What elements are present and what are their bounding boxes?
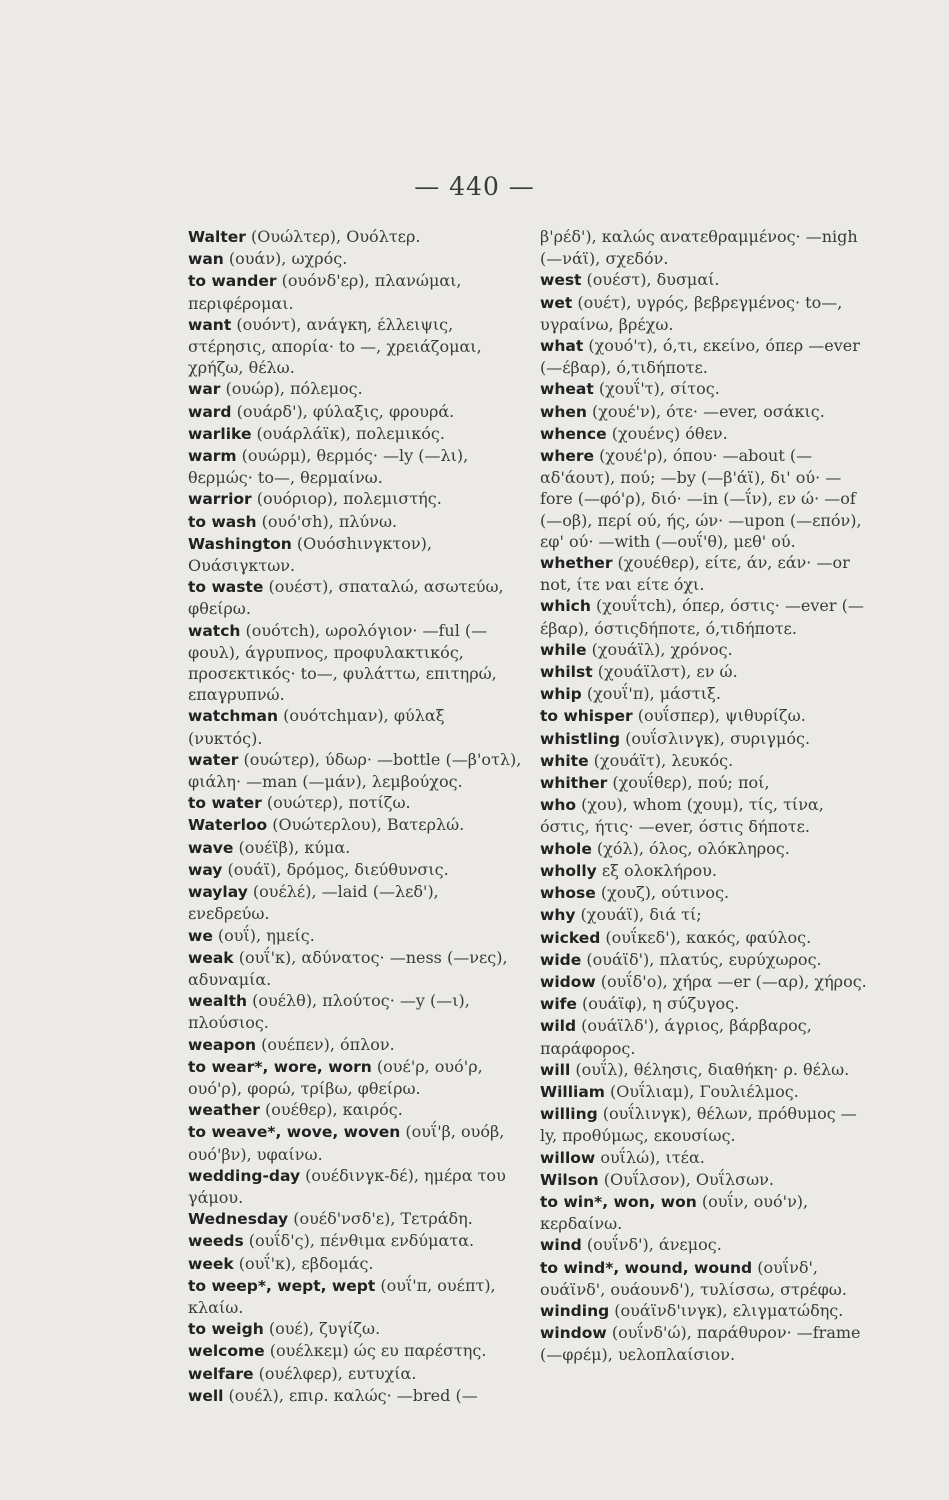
- dictionary-entry: [540, 750, 870, 772]
- entry-definition: (ουΐσλινγκ), συριγμός.: [620, 728, 811, 748]
- entry-definition: (χουάϊλστ), εν ώ.: [592, 662, 738, 682]
- entry-definition: (ουέ), ζυγίζω.: [263, 1319, 381, 1339]
- entry-definition: (ουέλθ), πλούτος· —y (—ι), πλούσιος.: [188, 991, 470, 1033]
- entry-headword: wife: [540, 995, 577, 1014]
- entry-headword: white: [540, 751, 589, 770]
- dictionary-entry: [188, 1275, 523, 1318]
- dictionary-entry: [188, 445, 523, 488]
- dictionary-entry: [540, 1147, 870, 1169]
- dictionary-entry: [540, 1322, 870, 1365]
- entry-definition: (χου), whom (χουμ), τίς, τίνα, όστις, ήτις· —ever, όστις δήποτε.: [540, 795, 824, 837]
- entry-definition: (χουένς) όθεν.: [606, 423, 728, 443]
- left-column: [188, 226, 523, 1407]
- entry-definition: (χουζ), ούτινος.: [595, 883, 730, 903]
- dictionary-entry: [540, 971, 870, 993]
- entry-headword: to wear*, wore, worn: [188, 1057, 372, 1076]
- entry-headword: wild: [540, 1017, 577, 1036]
- entry-headword: warm: [188, 447, 237, 466]
- dictionary-entry: [540, 378, 870, 400]
- dictionary-entry: [188, 1034, 523, 1056]
- dictionary-entry: [188, 705, 523, 748]
- entry-definition: (ουέλφερ), ευτυχία.: [253, 1363, 417, 1383]
- entry-definition: (Ουώλτερ), Ουόλτερ.: [245, 227, 421, 246]
- entry-headword: waylay: [188, 883, 248, 902]
- entry-headword: wholly: [540, 861, 597, 880]
- dictionary-entry: [188, 401, 523, 423]
- dictionary-entry: [188, 881, 523, 924]
- entry-headword: whistling: [540, 729, 621, 748]
- entry-definition: (ουότch), ωρολόγιον· —ful (—φουλ), άγρυπνος, προφυλακτικός, προσεκτικός· to—, φυλάττω, επιτηρώ, επαγρυπνώ.: [188, 620, 497, 705]
- entry-headword: whose: [540, 884, 596, 903]
- entry-definition: (ουάρδ'), φύλαξις, φρουρά.: [231, 401, 455, 421]
- entry-definition: (χουό'τ), ό,τι, εκείνο, όπερ —ever (—έβαρ), ό,τιδήποτε.: [540, 336, 860, 378]
- dictionary-entry: [188, 1208, 523, 1230]
- entry-headword: wan: [188, 250, 224, 269]
- entry-definition: (ουέτ), υγρός, βεβρεγμένος· to—, υγραίνω, βρέχω.: [540, 292, 843, 334]
- dictionary-entry: [540, 949, 870, 971]
- dictionary-entry: [540, 927, 870, 949]
- dictionary-entry: [540, 1234, 870, 1256]
- entry-headword: weapon: [188, 1035, 257, 1054]
- dictionary-entry: [540, 445, 870, 552]
- entry-headword: week: [188, 1254, 234, 1273]
- entry-headword: Waterloo: [188, 816, 268, 835]
- dictionary-entry: [188, 990, 523, 1033]
- entry-definition: (ουέλέ), —laid (—λεδ'), ενεδρεύω.: [188, 882, 439, 924]
- dictionary-entry: [540, 552, 870, 595]
- entry-definition: (ουΐν, ουό'ν), κερδαίνω.: [540, 1191, 809, 1234]
- entry-definition: (ουέδ'νσδ'ε), Τετράδη.: [288, 1209, 473, 1229]
- entry-definition: (ουΐ'β, ουόβ, ουό'βν), υφαίνω.: [188, 1122, 505, 1164]
- entry-definition: (χουάϊτ), λευκός.: [588, 750, 734, 770]
- entry-headword: wedding-day: [188, 1166, 301, 1185]
- dictionary-entry: [188, 248, 523, 270]
- dictionary-entry: [188, 620, 523, 706]
- dictionary-entry: [540, 1103, 870, 1146]
- entry-definition: (ουέϊβ), κύμα.: [233, 837, 351, 857]
- entry-definition: (χουάϊλ), χρόνος.: [586, 639, 733, 659]
- entry-headword: wealth: [188, 992, 248, 1011]
- entry-headword: wide: [540, 950, 582, 969]
- entry-headword: watch: [188, 621, 241, 640]
- entry-headword: willow: [540, 1148, 596, 1167]
- entry-headword: Wednesday: [188, 1210, 289, 1229]
- dictionary-entry: [188, 925, 523, 947]
- entry-headword: water: [188, 750, 239, 769]
- entry-definition: (ουΐ'π, ουέπτ), κλαίω.: [188, 1275, 496, 1317]
- entry-definition: (ουάϊ), δρόμος, διεύθυνσις.: [222, 859, 449, 879]
- entry-definition: (ουέθερ), καιρός.: [259, 1100, 403, 1120]
- entry-headword: whether: [540, 554, 613, 573]
- dictionary-entry: [540, 423, 870, 445]
- right-column: [540, 226, 870, 1366]
- entry-definition: (Ουΐλιαμ), Γουλιέλμος.: [604, 1081, 799, 1101]
- entry-headword: welfare: [188, 1364, 254, 1383]
- entry-headword: war: [188, 380, 221, 399]
- entry-definition: (ουέπεν), όπλον.: [256, 1034, 395, 1054]
- entry-headword: ward: [188, 402, 232, 421]
- entry-headword: whilst: [540, 663, 593, 682]
- dictionary-entry: [540, 838, 870, 860]
- entry-headword: to whisper: [540, 707, 633, 726]
- dictionary-entry: [188, 1253, 523, 1275]
- entry-definition: (ουΐνδ'ώ), παράθυρον· —frame (—φρέμ), υελοπλαίσιον.: [540, 1323, 861, 1365]
- entry-definition: (ουΐκεδ'), κακός, φαύλος.: [600, 927, 812, 947]
- entry-definition: (ουΐσπερ), ψιθυρίζω.: [632, 706, 806, 726]
- dictionary-entry: [188, 1165, 523, 1208]
- entry-headword: widow: [540, 972, 596, 991]
- dictionary-entry: [540, 993, 870, 1015]
- dictionary-entry: [540, 904, 870, 926]
- entry-headword: wicked: [540, 928, 601, 947]
- entry-definition: (ουΐνδ', ουάϊνδ', ουάουνδ'), τυλίσσω, στρέφω.: [540, 1257, 847, 1299]
- entry-definition: ουΐλώ), ιτέα.: [595, 1147, 705, 1167]
- entry-definition: (ουάν), ωχρός.: [223, 249, 348, 269]
- entry-definition: (ουώρ), πόλεμος.: [220, 379, 363, 399]
- entry-headword: well: [188, 1386, 224, 1405]
- dictionary-entry: [540, 1300, 870, 1322]
- dictionary-entry: [188, 814, 523, 836]
- entry-headword: to water: [188, 794, 262, 813]
- dictionary-entry: [540, 269, 870, 291]
- entry-headword: wet: [540, 293, 573, 312]
- entry-headword: will: [540, 1060, 571, 1079]
- entry-definition: (χουάϊ), διά τί;: [575, 905, 702, 925]
- entry-headword: William: [540, 1082, 605, 1101]
- dictionary-entry: [188, 1385, 523, 1407]
- dictionary-entry: [540, 226, 870, 269]
- entry-headword: Wilson: [540, 1170, 599, 1189]
- entry-headword: weak: [188, 948, 234, 967]
- entry-headword: whence: [540, 424, 607, 443]
- entry-definition: (χουΐτch), όπερ, όστις· —ever (—έβαρ), όστιςδήποτε, ό,τιδήποτε.: [540, 596, 864, 638]
- entry-headword: weather: [188, 1101, 260, 1120]
- entry-headword: want: [188, 315, 232, 334]
- dictionary-entry: [540, 661, 870, 683]
- entry-headword: whither: [540, 774, 608, 793]
- entry-headword: welcome: [188, 1342, 265, 1361]
- dictionary-entry: [540, 1191, 870, 1234]
- dictionary-entry: [188, 533, 523, 576]
- dictionary-entry: [540, 683, 870, 705]
- dictionary-entry: [540, 335, 870, 378]
- dictionary-entry: [540, 860, 870, 882]
- dictionary-entry: [188, 511, 523, 533]
- entry-headword: west: [540, 271, 582, 290]
- dictionary-entry: [540, 772, 870, 794]
- dictionary-entry: [188, 792, 523, 814]
- dictionary-entry: [540, 1081, 870, 1103]
- entry-headword: whip: [540, 685, 582, 704]
- dictionary-entry: [540, 794, 870, 837]
- dictionary-entry: [188, 1121, 523, 1164]
- entry-headword: where: [540, 447, 595, 466]
- entry-headword: wheat: [540, 380, 594, 399]
- entry-definition: εξ ολοκλήρου.: [596, 860, 717, 880]
- entry-definition: (ουέ'ρ, ουό'ρ, ουό'ρ), φορώ, τρίβω, φθείρω.: [188, 1056, 483, 1098]
- entry-definition: (χουέθερ), είτε, άν, εάν· —or not, ίτε ναι είτε όχι.: [540, 553, 850, 595]
- entry-headword: Washington: [188, 534, 292, 553]
- entry-headword: what: [540, 337, 584, 356]
- entry-definition: (ουότchμαν), φύλαξ (νυκτός).: [188, 706, 445, 748]
- entry-definition: (ουέλ), επιρ. καλώς· —bred (—: [223, 1385, 478, 1405]
- entry-definition: (Ουώτερλου), Βατερλώ.: [267, 815, 465, 835]
- entry-headword: warrior: [188, 490, 252, 509]
- entry-definition: (ουώτερ), ποτίζω.: [261, 793, 411, 813]
- entry-headword: warlike: [188, 424, 252, 443]
- entry-definition: (ουΐλινγκ), θέλων, πρόθυμος —ly, προθύμως, εκουσίως.: [540, 1104, 857, 1146]
- dictionary-entry: [188, 947, 523, 990]
- dictionary-entry: [188, 488, 523, 510]
- entry-headword: to waste: [188, 578, 264, 597]
- dictionary-entry: [540, 728, 870, 750]
- entry-definition: (ουάϊφ), η σύζυγος.: [576, 994, 740, 1014]
- entry-headword: window: [540, 1324, 607, 1343]
- dictionary-entry: [188, 1363, 523, 1385]
- entry-headword: to wander: [188, 272, 277, 291]
- entry-definition: (ουάρλάϊκ), πολεμικός.: [251, 423, 445, 443]
- dictionary-entry: [188, 1099, 523, 1121]
- dictionary-entry: [540, 882, 870, 904]
- dictionary-entry: [188, 423, 523, 445]
- entry-headword: to win*, won, won: [540, 1192, 697, 1211]
- dictionary-entry: [188, 576, 523, 619]
- entry-definition: (χουΐθερ), πού; ποί,: [607, 773, 770, 793]
- entry-headword: to wash: [188, 512, 257, 531]
- entry-definition: (ουάϊλδ'), άγριος, βάρβαρος, παράφορος.: [540, 1016, 812, 1058]
- dictionary-entry: [540, 401, 870, 423]
- entry-definition: (ουέδινγκ-δέ), ημέρα του γάμου.: [188, 1165, 506, 1207]
- entry-definition: (Ουΐλσον), Ουΐλσων.: [598, 1169, 774, 1189]
- entry-definition: (ουΐδ'ο), χήρα —er (—αρ), χήρος.: [595, 971, 867, 991]
- dictionary-entry: [188, 1318, 523, 1340]
- dictionary-entry: [540, 595, 870, 638]
- entry-headword: who: [540, 796, 577, 815]
- entry-headword: to weigh: [188, 1320, 264, 1339]
- entry-definition: (χουΐ'τ), σίτος.: [593, 379, 720, 399]
- entry-headword: to weave*, wove, woven: [188, 1123, 401, 1142]
- entry-definition: (ουΐδ'ς), πένθιμα ενδύματα.: [243, 1231, 475, 1251]
- entry-headword: Walter: [188, 228, 246, 246]
- dictionary-entry: [188, 270, 523, 313]
- entry-definition: (ουΐ'κ), αδύνατος· —ness (—νες), αδυναμία.: [188, 947, 508, 989]
- entry-definition: (ουΐλ), θέλησις, διαθήκη· ρ. θέλω.: [570, 1059, 850, 1079]
- dictionary-entry: [188, 859, 523, 881]
- entry-headword: why: [540, 906, 576, 925]
- entry-headword: while: [540, 640, 587, 659]
- entry-definition: (ουό'σh), πλύνω.: [256, 511, 398, 531]
- entry-headword: we: [188, 926, 213, 945]
- dictionary-entry: [188, 314, 523, 379]
- dictionary-entry: [540, 292, 870, 335]
- dictionary-entry: [540, 639, 870, 661]
- entry-definition: (χόλ), όλος, ολόκληρος.: [591, 838, 790, 858]
- entry-definition: (ουόριορ), πολεμιστής.: [251, 489, 442, 509]
- entry-definition: (ουΐ), ημείς.: [212, 925, 315, 945]
- entry-definition: (ουώρμ), θερμός· —ly (—λι), θερμώς· to—, θερμαίνω.: [188, 446, 469, 488]
- entry-headword: way: [188, 860, 223, 879]
- dictionary-entry: [540, 1015, 870, 1058]
- entry-headword: to wind*, wound, wound: [540, 1258, 753, 1277]
- dictionary-entry: [188, 1340, 523, 1362]
- page-number: — 440 —: [414, 172, 535, 201]
- entry-definition: (ουόντ), ανάγκη, έλλειψις, στέρησις, απορία· to —, χρειάζομαι, χρήζω, θέλω.: [188, 314, 482, 378]
- dictionary-entry: [188, 378, 523, 400]
- entry-definition: (Ουόσhινγκτον), Ουάσιγκτων.: [188, 533, 432, 576]
- dictionary-entry: [188, 837, 523, 859]
- entry-definition: (χουέ'ν), ότε· —ever, οσάκις.: [586, 401, 825, 421]
- entry-headword: weeds: [188, 1232, 244, 1251]
- entry-headword: to weep*, wept, wept: [188, 1276, 376, 1295]
- entry-headword: watchman: [188, 707, 279, 726]
- dictionary-entry: [540, 1257, 870, 1300]
- dictionary-entry: [540, 1169, 870, 1191]
- dictionary-entry: [540, 705, 870, 727]
- entry-definition: (ουέστ), δυσμαί.: [581, 270, 720, 290]
- entry-headword: willing: [540, 1105, 598, 1124]
- entry-definition: (χουΐ'π), μάστιξ.: [581, 684, 721, 704]
- dictionary-entry: [188, 226, 523, 248]
- entry-definition: (ουώτερ), ύδωρ· —bottle (—β'οτλ), φιάλη· —man (—μάν), λεμβούχος.: [188, 749, 522, 792]
- entry-definition: (ουάϊδ'), πλατύς, ευρύχωρος.: [581, 949, 822, 969]
- entry-headword: whole: [540, 839, 592, 858]
- entry-headword: winding: [540, 1301, 610, 1320]
- entry-headword: which: [540, 597, 591, 616]
- dictionary-entry: [188, 1056, 523, 1099]
- entry-definition: (ουέστ), σπαταλώ, ασωτεύω, φθείρω.: [188, 577, 504, 619]
- entry-headword: when: [540, 402, 587, 421]
- entry-definition: (χουέ'ρ), όπου· —about (—αδ'άουτ), πού; —by (—β'άϊ), δι' ού· —fore (—φό'ρ), διό· —in (—ΐν), εν ώ· —of (—οβ), περί ού, ής, ών· —upon (—επόν), εφ' ού· —with (—ουΐ'θ), μεθ' ού.: [540, 446, 862, 551]
- dictionary-entry: [540, 1059, 870, 1081]
- entry-definition: (ουΐ'κ), εβδομάς.: [233, 1253, 374, 1273]
- entry-definition: β'ρέδ'), καλώς ανατεθραμμένος· —nigh (—νάϊ), σχεδόν.: [540, 227, 858, 269]
- entry-definition: (ουέλκεμ) ώς ευ παρέστης.: [264, 1341, 487, 1361]
- dictionary-entry: [188, 749, 523, 792]
- dictionary-entry: [188, 1230, 523, 1252]
- entry-definition: (ουάϊνδ'ινγκ), ελιγματώδης.: [609, 1300, 844, 1320]
- entry-definition: (ουΐνδ'), άνεμος.: [581, 1235, 722, 1255]
- entry-definition: (ουόνδ'ερ), πλανώμαι, περιφέρομαι.: [188, 271, 462, 313]
- entry-headword: wind: [540, 1236, 582, 1255]
- entry-headword: wave: [188, 838, 234, 857]
